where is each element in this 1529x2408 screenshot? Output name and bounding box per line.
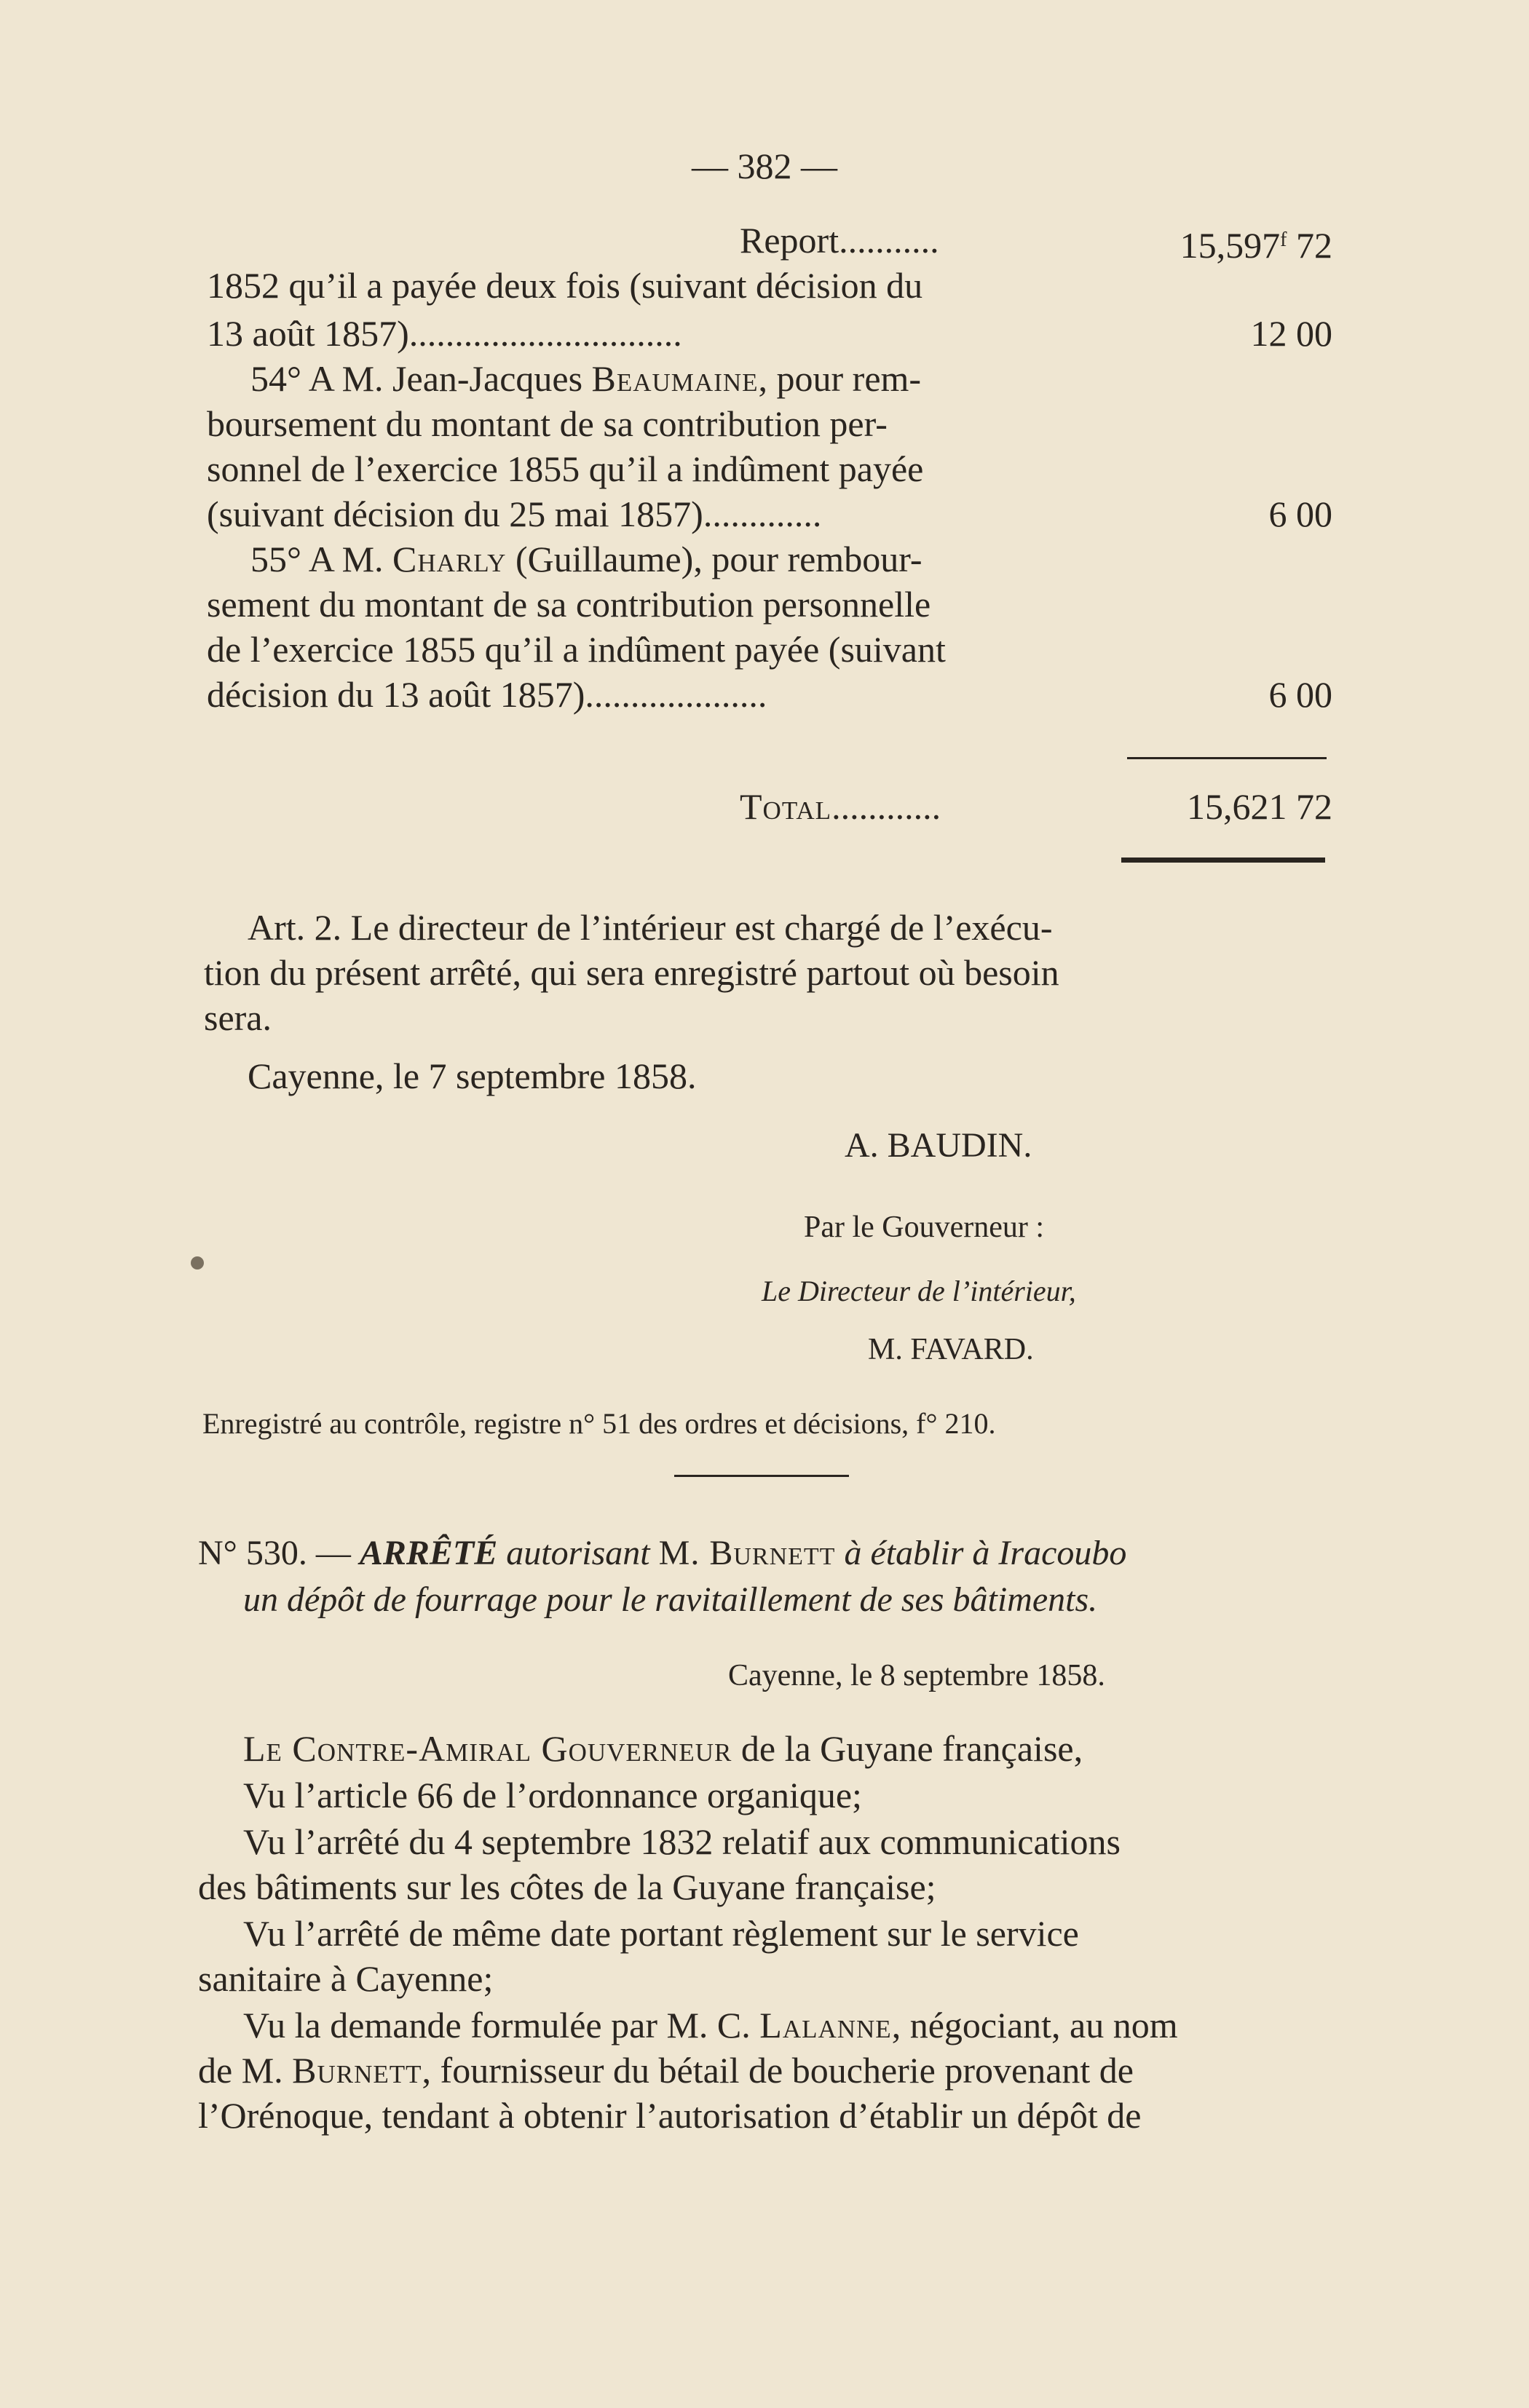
vu-line-7-b: , fournisseur du bétail de boucherie provenant de: [422, 2050, 1134, 2091]
item-line-2-text: 13 août 1857): [207, 313, 409, 354]
report-line: [740, 218, 939, 262]
item-line-4: boursement du montant de sa contribution per-: [207, 403, 888, 444]
total-amount: 15,621 72: [1187, 786, 1332, 827]
decree-title-tail: de la Guyane française,: [732, 1728, 1083, 1769]
item-54-suffix: , pour rem-: [758, 358, 922, 399]
vu-line-6-name: Lalanne: [759, 2005, 892, 2045]
item-line-9: de l’exercice 1855 qu’il a indûment payée (suivant: [207, 629, 946, 670]
vu-line-7-name: Burnett: [292, 2050, 422, 2091]
decree-number: N° 530. —: [198, 1534, 360, 1572]
registration-note: Enregistré au contrôle, registre n° 51 des ordres et décisions, f° 210.: [202, 1407, 996, 1440]
vu-line-2: Vu l’arrêté du 4 septembre 1832 relatif aux communications: [243, 1821, 1121, 1862]
decree-autorisant: autorisant: [497, 1534, 659, 1572]
item-line-7: [250, 537, 922, 581]
ink-spot: [191, 1256, 204, 1270]
decree-etablir: à établir à Iracoubo: [835, 1534, 1127, 1572]
total-label: Total: [740, 786, 832, 827]
page-number: — 382 —: [692, 146, 837, 186]
item-line-10-text: décision du 13 août 1857): [207, 674, 585, 715]
decree-title: [243, 1727, 1083, 1770]
item-line-8: sement du montant de sa contribution personnelle: [207, 584, 931, 625]
decree-heading-line-1: [198, 1532, 1126, 1575]
signature: A. BAUDIN.: [845, 1126, 1032, 1165]
item-line-1: 1852 qu’il a payée deux fois (suivant décision du: [207, 265, 923, 306]
article-line-2: tion du présent arrêté, qui sera enregistré partout où besoin: [204, 952, 1059, 993]
item-line-5: sonnel de l’exercice 1855 qu’il a indûment payée: [207, 448, 924, 489]
report-dots: ...........: [839, 220, 939, 261]
report-amount-sup: f: [1280, 229, 1287, 251]
article-line-3: sera.: [204, 997, 272, 1038]
total-line: [740, 785, 941, 828]
item-amount-54: 6 00: [1268, 494, 1332, 534]
report-amount-cents: 72: [1296, 225, 1332, 266]
favard-signature: M. FAVARD.: [868, 1333, 1034, 1366]
item-line-6: [207, 492, 821, 536]
section-divider: [674, 1475, 849, 1477]
decree-arrete: ARRÊTÉ: [359, 1534, 498, 1572]
sum-rule: [1127, 757, 1327, 759]
vu-line-4: Vu l’arrêté de même date portant règlement sur le service: [243, 1913, 1079, 1954]
item-55-suffix: (Guillaume), pour rembour-: [506, 539, 922, 579]
total-dots: ............: [831, 786, 941, 827]
item-amount-55: 6 00: [1268, 674, 1332, 715]
item-line-2: [207, 312, 682, 355]
report-amount-main: 15,597: [1180, 225, 1281, 266]
vu-line-1: Vu l’article 66 de l’ordonnance organique;: [243, 1775, 862, 1815]
decree-burnett: M. Burnett: [658, 1534, 836, 1572]
item-55-name: Charly: [392, 539, 507, 579]
directeur-title: Le Directeur de l’intérieur,: [762, 1275, 1076, 1307]
vu-line-5: sanitaire à Cayenne;: [198, 1958, 494, 1999]
vu-line-7: [198, 2048, 1134, 2092]
vu-line-6-b: , négociant, au nom: [891, 2005, 1178, 2045]
report-amount: [1121, 218, 1332, 267]
place-date: Cayenne, le 7 septembre 1858.: [248, 1056, 697, 1096]
decree-heading-line-2: un dépôt de fourrage pour le ravitaillement de ses bâtiments.: [243, 1580, 1098, 1619]
item-line-2-dots: ..............................: [408, 313, 682, 354]
decree-governor: Le Contre-Amiral Gouverneur: [243, 1728, 732, 1769]
item-line-10-dots: ....................: [585, 674, 767, 715]
item-line-6-dots: .............: [703, 494, 822, 534]
item-amount-53: 12 00: [1250, 313, 1332, 354]
item-54-name: Beaumaine: [591, 358, 759, 399]
item-54-prefix: 54° A M. Jean-Jacques: [250, 358, 592, 399]
report-label: Report: [740, 220, 839, 261]
item-line-3: [250, 357, 921, 400]
vu-line-7-a: de M.: [198, 2050, 293, 2091]
vu-line-3: des bâtiments sur les côtes de la Guyane française;: [198, 1866, 936, 1907]
item-line-6-text: (suivant décision du 25 mai 1857): [207, 494, 703, 534]
par-le-gouverneur: Par le Gouverneur :: [804, 1211, 1045, 1244]
vu-line-6: [243, 2003, 1178, 2047]
item-line-10: [207, 673, 767, 716]
total-double-rule: [1121, 858, 1325, 863]
item-55-prefix: 55° A M.: [250, 539, 393, 579]
decree-date: Cayenne, le 8 septembre 1858.: [728, 1659, 1105, 1692]
vu-line-8: l’Orénoque, tendant à obtenir l’autorisation d’établir un dépôt de: [198, 2095, 1142, 2136]
vu-line-6-a: Vu la demande formulée par M. C.: [243, 2005, 760, 2045]
article-line-1: Art. 2. Le directeur de l’intérieur est chargé de l’exécu-: [248, 907, 1053, 948]
